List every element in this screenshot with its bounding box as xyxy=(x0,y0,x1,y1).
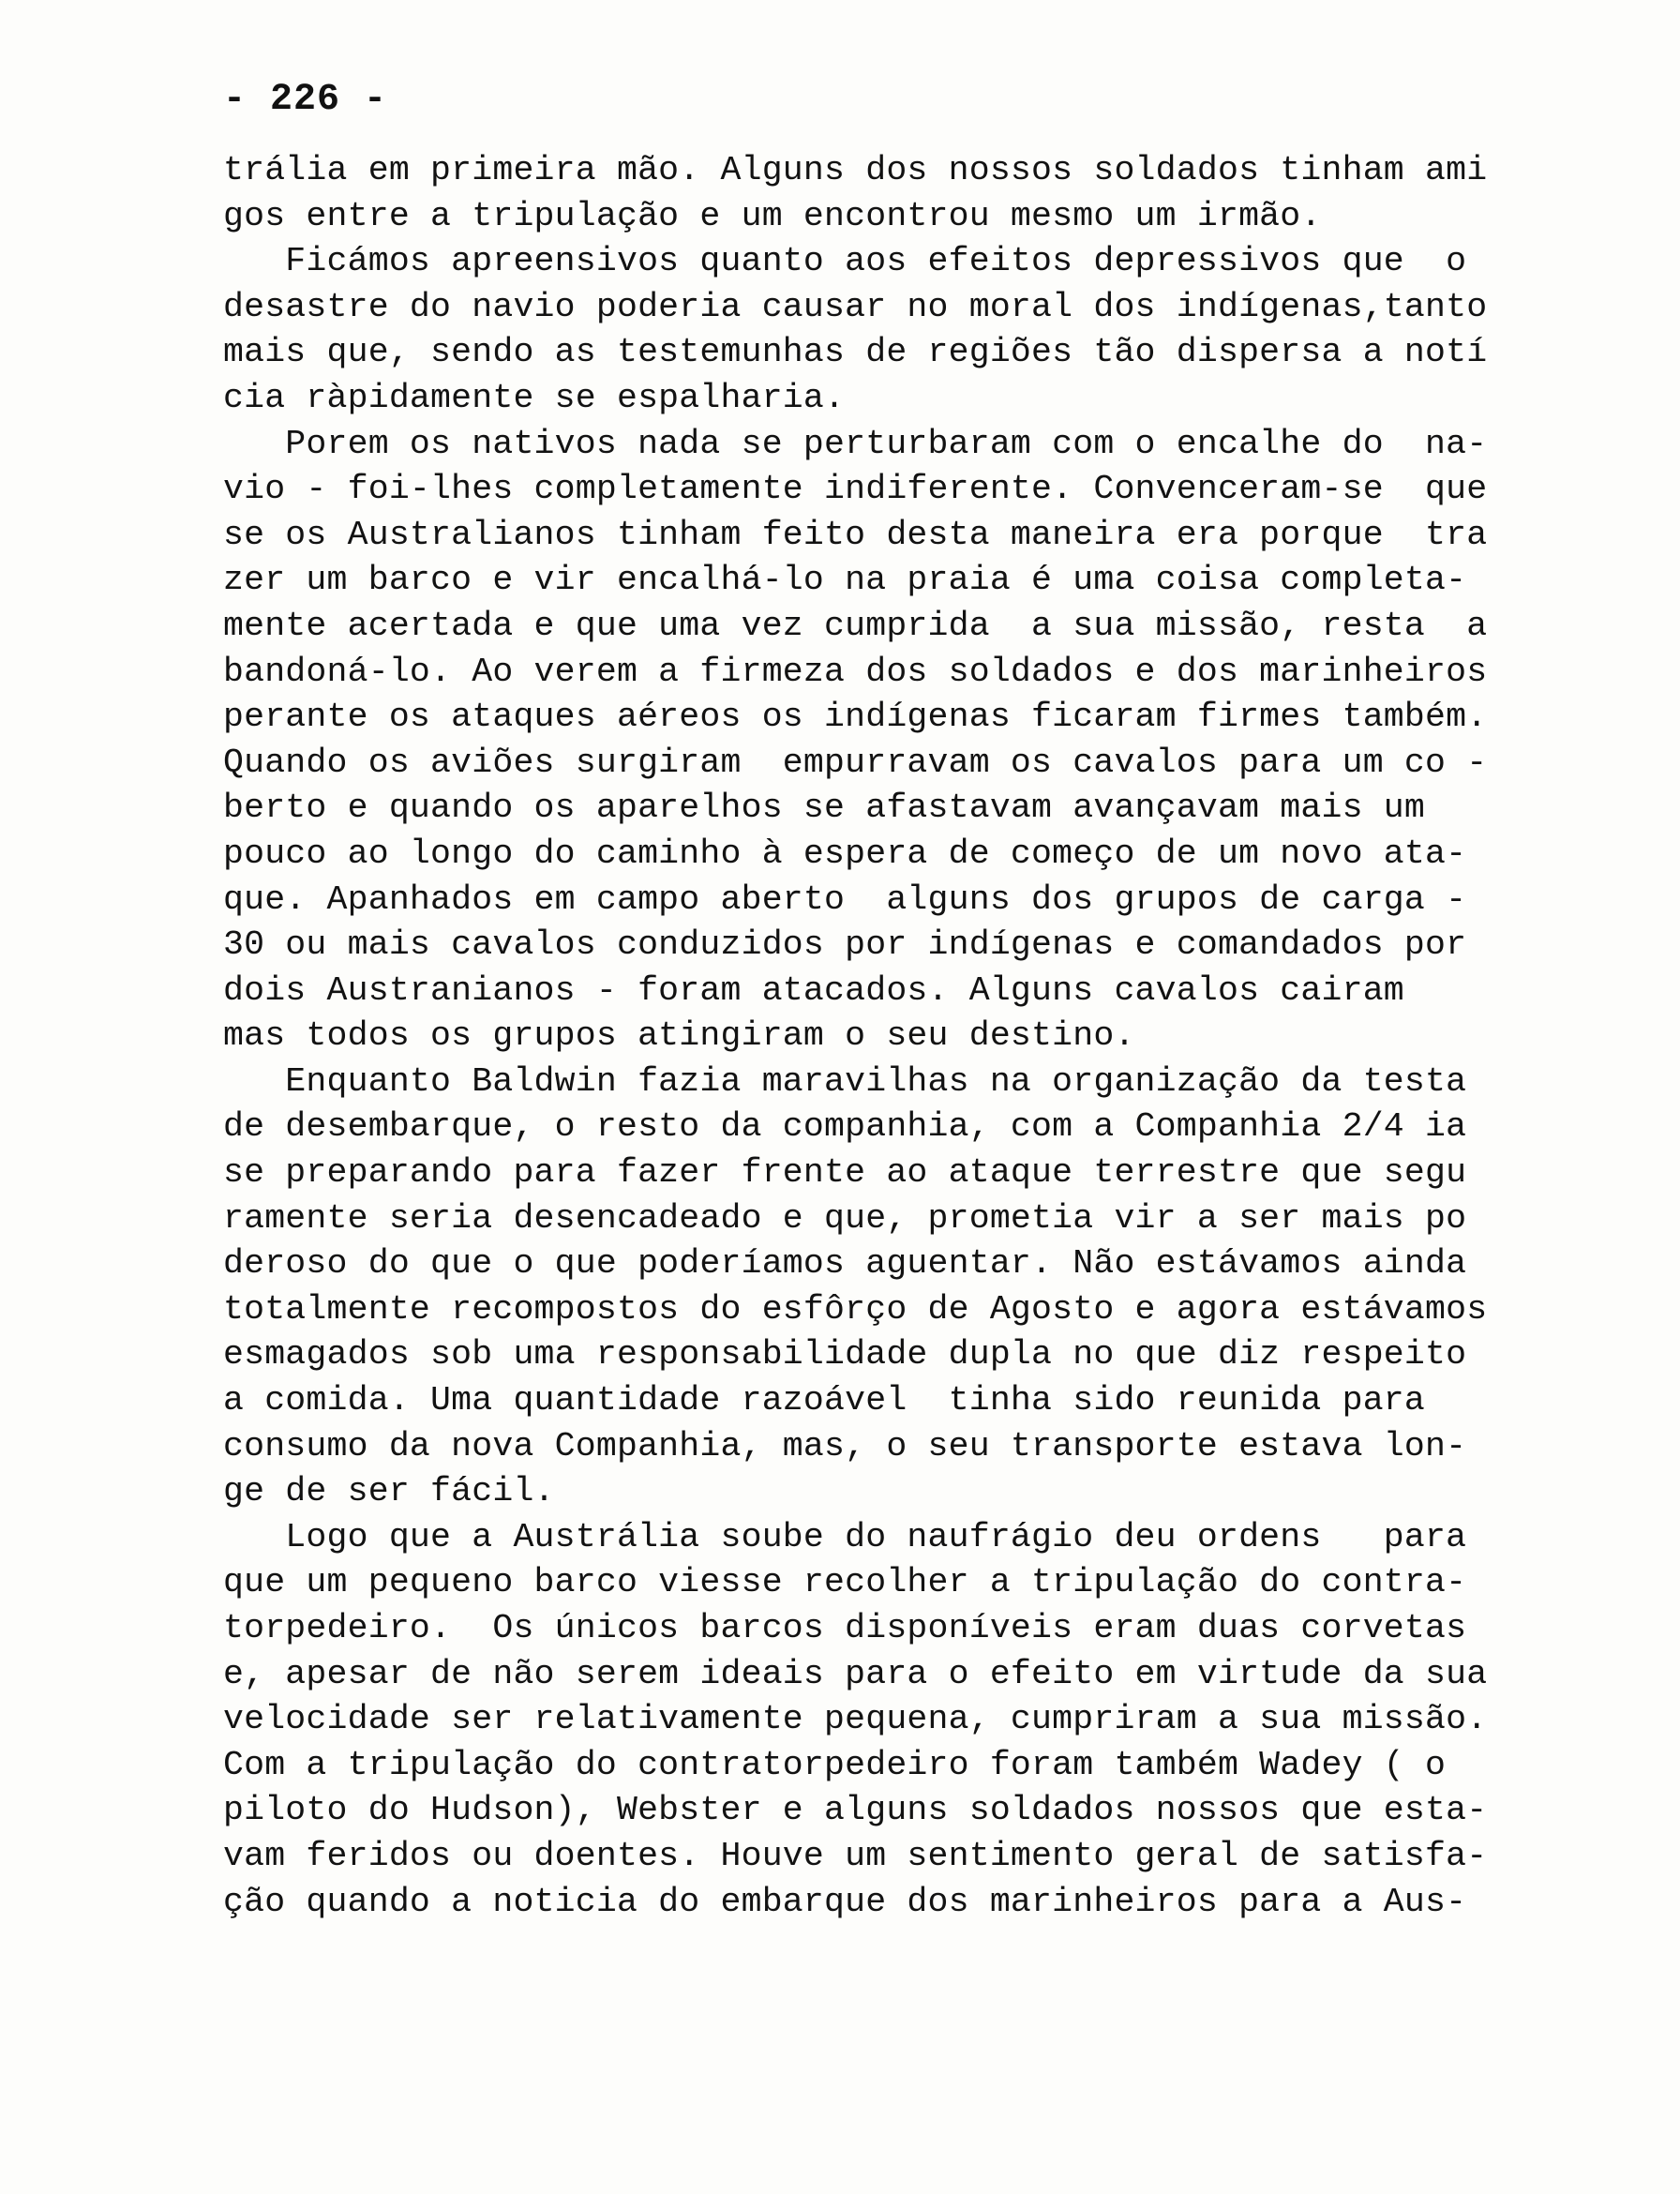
text-line: ramente seria desencadeado e que, prometia vir a ser mais po xyxy=(223,1198,1467,1238)
text-line: totalmente recompostos do esfôrço de Agosto e agora estávamos xyxy=(223,1289,1488,1329)
text-line: Com a tripulação do contratorpedeiro foram também Wadey ( o xyxy=(223,1745,1447,1784)
text-line: esmagados sob uma responsabilidade dupla no que diz respeito xyxy=(223,1335,1467,1375)
text-line: a comida. Uma quantidade razoável tinha sido reunida para xyxy=(223,1381,1426,1420)
text-line: ge de ser fácil. xyxy=(223,1472,555,1511)
text-line: cia ràpidamente se espalharia. xyxy=(223,378,846,417)
text-line: se preparando para fazer frente ao ataque terrestre que segu xyxy=(223,1153,1467,1193)
text-line: vio - foi-lhes completamente indiferente. Convenceram-se que xyxy=(223,470,1488,509)
page-number: - 226 - xyxy=(223,79,388,121)
text-line: pouco ao longo do caminho à espera de começo de um novo ata- xyxy=(223,834,1467,873)
text-line: velocidade ser relativamente pequena, cumpriram a sua missão. xyxy=(223,1700,1488,1739)
text-line: ção quando a noticia do embarque dos marinheiros para a Aus- xyxy=(223,1882,1467,1921)
body-text xyxy=(223,148,1629,1925)
text-line: vam feridos ou doentes. Houve um sentimento geral de satisfa- xyxy=(223,1836,1488,1875)
text-line: Quando os aviões surgiram empurravam os cavalos para um co - xyxy=(223,743,1488,782)
text-line: que. Apanhados em campo aberto alguns dos grupos de carga - xyxy=(223,879,1467,919)
text-line: e, apesar de não serem ideais para o efeito em virtude da sua xyxy=(223,1654,1488,1693)
text-line: berto e quando os aparelhos se afastavam avançavam mais um xyxy=(223,789,1426,828)
text-line: que um pequeno barco viesse recolher a tripulação do contra- xyxy=(223,1563,1467,1602)
text-line: Porem os nativos nada se perturbaram com o encalhe do na- xyxy=(223,424,1488,463)
text-line: bandoná-lo. Ao verem a firmeza dos soldados e dos marinheiros xyxy=(223,652,1488,691)
text-line: 30 ou mais cavalos conduzidos por indígenas e comandados por xyxy=(223,925,1467,965)
text-line: dois Austranianos - foram atacados. Alguns cavalos cairam xyxy=(223,970,1404,1010)
text-line: perante os ataques aéreos os indígenas ficaram firmes também. xyxy=(223,698,1488,737)
text-line: zer um barco e vir encalhá-lo na praia é uma coisa completa- xyxy=(223,561,1467,600)
text-line: Enquanto Baldwin fazia maravilhas na organização da testa xyxy=(223,1061,1467,1101)
text-line: mas todos os grupos atingiram o seu destino. xyxy=(223,1016,1135,1056)
text-line: de desembarque, o resto da companhia, com a Companhia 2/4 ia xyxy=(223,1107,1467,1147)
text-line: gos entre a tripulação e um encontrou mesmo um irmão. xyxy=(223,196,1322,235)
text-line: Ficámos apreensivos quanto aos efeitos depressivos que o xyxy=(223,242,1467,281)
text-line: mente acertada e que uma vez cumprida a sua missão, resta a xyxy=(223,606,1488,645)
text-line: torpedeiro. Os únicos barcos disponíveis eram duas corvetas xyxy=(223,1609,1467,1647)
text-line: se os Australianos tinham feito desta maneira era porque tra xyxy=(223,515,1488,554)
text-line: mais que, sendo as testemunhas de regiões tão dispersa a notí xyxy=(223,333,1488,372)
text-line: deroso do que o que poderíamos aguentar. Não estávamos ainda xyxy=(223,1244,1467,1284)
text-line: consumo da nova Companhia, mas, o seu transporte estava lon- xyxy=(223,1426,1467,1465)
text-line: Logo que a Austrália soube do naufrágio deu ordens para xyxy=(223,1517,1467,1556)
text-line: trália em primeira mão. Alguns dos nossos soldados tinham ami xyxy=(223,151,1488,189)
text-line: piloto do Hudson), Webster e alguns soldados nossos que esta- xyxy=(223,1791,1488,1830)
text-line: desastre do navio poderia causar no moral dos indígenas,tanto xyxy=(223,287,1488,326)
